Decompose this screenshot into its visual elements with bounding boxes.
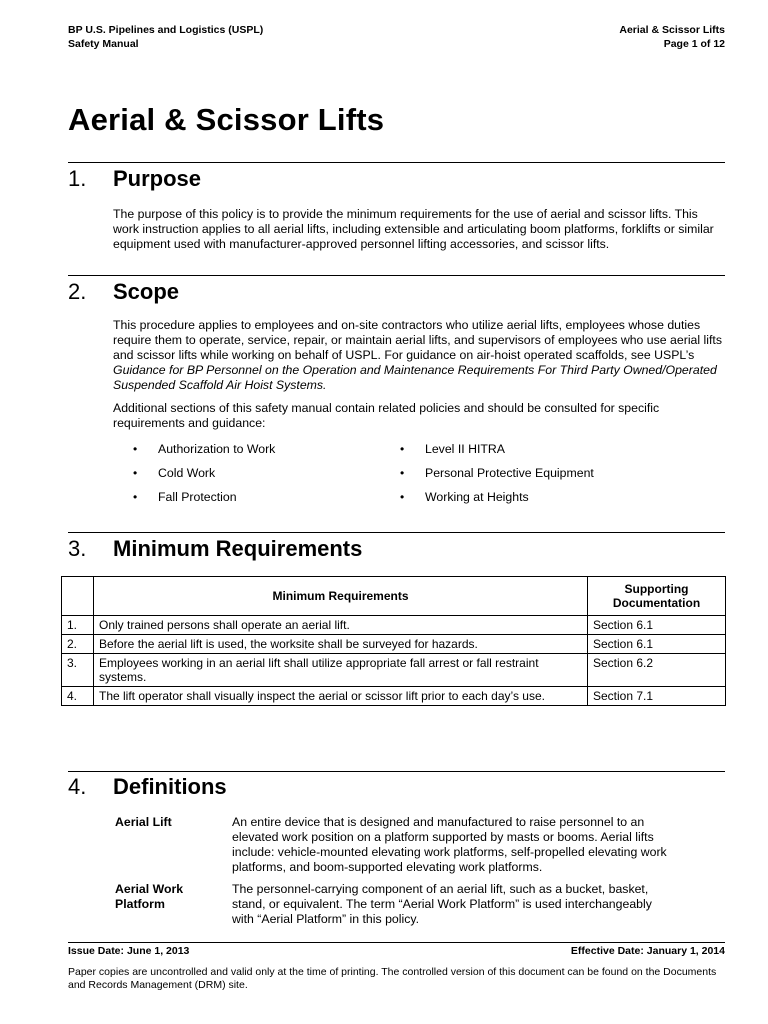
row-number: 2. bbox=[62, 635, 94, 654]
footer-effective-date: Effective Date: January 1, 2014 bbox=[570, 945, 725, 957]
row-number: 4. bbox=[62, 687, 94, 706]
row-supporting-doc: Section 6.2 bbox=[588, 654, 726, 687]
header-doc-title: Aerial & Scissor Lifts bbox=[619, 24, 725, 36]
document-header-left bbox=[68, 23, 263, 51]
section-divider bbox=[68, 532, 725, 533]
purpose-paragraph: The purpose of this policy is to provide the minimum requirements for the use of aerial and scissor lifts. This work instruction applies to all aerial lifts, including extensible and articulating boom platforms, forklifts or similar equipment used with manufacturer-approved personnel lifting accessories, and scissor lifts. bbox=[113, 207, 714, 251]
definition-text: The personnel-carrying component of an aerial lift, such as a bucket, basket, stand, or equivalent. The term “Aerial Work Platform” is used interchangeably with “Aerial Platform” in this policy. bbox=[232, 882, 652, 926]
header-manual: Safety Manual bbox=[68, 38, 139, 50]
row-requirement: Before the aerial lift is used, the worksite shall be surveyed for hazards. bbox=[94, 635, 588, 654]
footer-note: Paper copies are uncontrolled and valid only at the time of printing. The controlled version of this document can be found on the Documents and Records Management (DRM) site. bbox=[68, 966, 717, 991]
table-row bbox=[62, 616, 726, 635]
table-row bbox=[62, 635, 726, 654]
table-header-row bbox=[62, 577, 726, 616]
row-number: 1. bbox=[62, 616, 94, 635]
row-supporting-doc: Section 6.1 bbox=[588, 635, 726, 654]
requirements-table bbox=[61, 576, 726, 706]
section-divider bbox=[68, 162, 725, 163]
scope-text: This procedure applies to employees and on-site contractors who utilize aerial lifts, employees whose duties require them to operate, service, repair, or maintain aerial lifts, and supervisors of employees who use aerial lifts and scissor lifts while working on behalf of USPL. For guidance on air-hoist operated scaffolds, see USPL’s bbox=[113, 318, 722, 362]
section-number: 1. bbox=[68, 166, 87, 191]
row-supporting-doc: Section 6.1 bbox=[588, 616, 726, 635]
section-heading-scope: Scope bbox=[113, 279, 180, 304]
section-number: 3. bbox=[68, 536, 87, 561]
bullet-icon: • bbox=[133, 490, 138, 504]
definition-term: Aerial Lift bbox=[115, 815, 172, 829]
section-number: 4. bbox=[68, 774, 87, 799]
definition-text: An entire device that is designed and manufactured to raise personnel to an elevated work position on a platform supported by masts or booms. Aerial lifts include: vehicle-mounted elevating work platforms, self-propelled elevating work platforms, and boom-supported elevating work platforms. bbox=[232, 815, 667, 874]
bullet-icon: • bbox=[133, 466, 138, 480]
header-org: BP U.S. Pipelines and Logistics (USPL) bbox=[68, 24, 264, 36]
section-heading-minimum-requirements: Minimum Requirements bbox=[113, 536, 363, 561]
document-header-right bbox=[619, 23, 725, 51]
row-requirement: Only trained persons shall operate an aerial lift. bbox=[94, 616, 588, 635]
bullet-icon: • bbox=[400, 490, 405, 504]
scope-additional-paragraph: Additional sections of this safety manual contain related policies and should be consulted for specific requirements and guidance: bbox=[113, 401, 660, 430]
table-header-number bbox=[62, 577, 94, 616]
scope-paragraph bbox=[113, 318, 725, 393]
table-header-supporting: Supporting Documentation bbox=[588, 577, 726, 616]
scope-guidance-title: Guidance for BP Personnel on the Operation and Maintenance Requirements For Third Party Owned/Operated Suspended Scaffold Air Hoist Systems. bbox=[113, 363, 717, 392]
section-divider bbox=[68, 771, 725, 772]
footer-issue-date: Issue Date: June 1, 2013 bbox=[68, 945, 190, 957]
bullet-icon: • bbox=[133, 442, 138, 456]
section-heading-definitions: Definitions bbox=[113, 774, 227, 799]
footer-divider bbox=[68, 942, 725, 943]
section-heading-purpose: Purpose bbox=[113, 166, 202, 191]
table-row bbox=[62, 654, 726, 687]
section-number: 2. bbox=[68, 279, 87, 304]
header-page-number: Page 1 of 12 bbox=[663, 38, 725, 50]
bullet-icon: • bbox=[400, 466, 405, 480]
table-header-requirements: Minimum Requirements bbox=[94, 577, 588, 616]
definition-term: Aerial Work Platform bbox=[115, 882, 184, 911]
bullet-icon: • bbox=[400, 442, 405, 456]
row-requirement: The lift operator shall visually inspect the aerial or scissor lift prior to each day’s use. bbox=[94, 687, 588, 706]
page-title: Aerial & Scissor Lifts bbox=[68, 102, 385, 137]
row-number: 3. bbox=[62, 654, 94, 687]
table-row bbox=[62, 687, 726, 706]
row-requirement: Employees working in an aerial lift shall utilize appropriate fall arrest or fall restraint systems. bbox=[94, 654, 588, 687]
section-divider bbox=[68, 275, 725, 276]
row-supporting-doc: Section 7.1 bbox=[588, 687, 726, 706]
